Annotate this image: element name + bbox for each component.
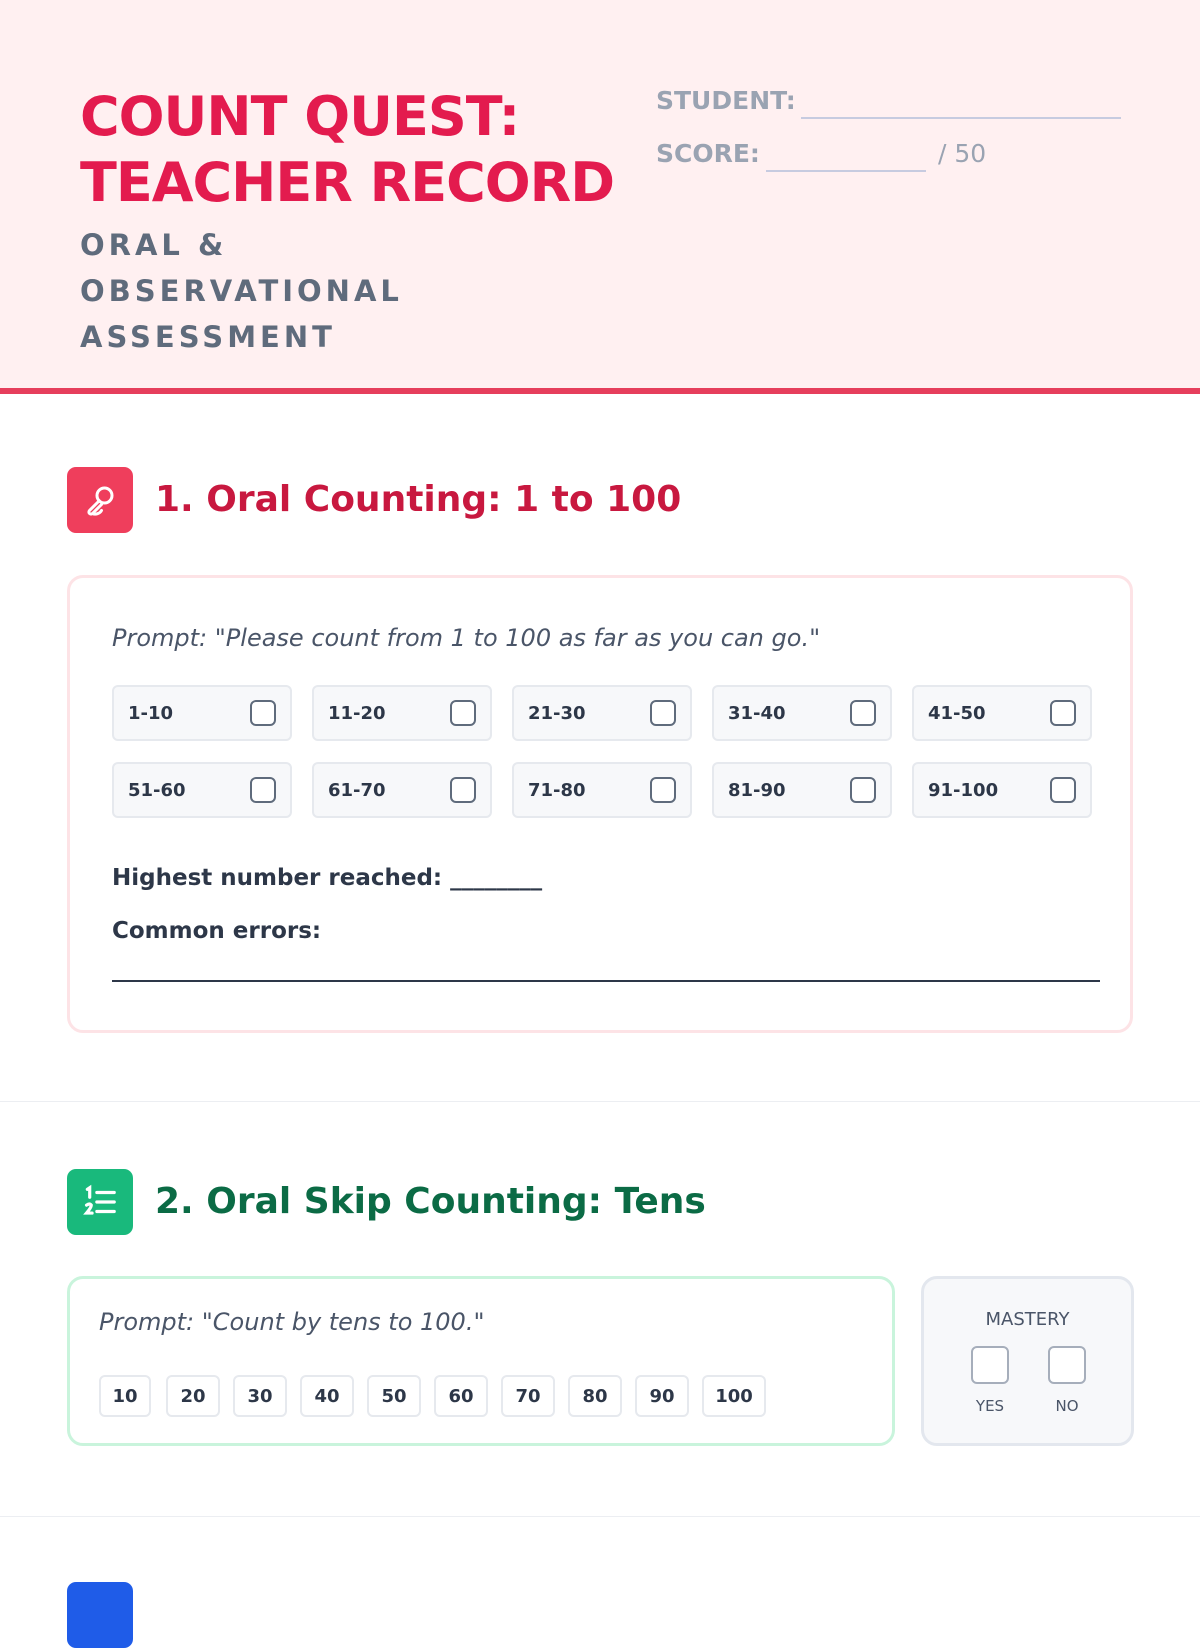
mastery-no-checkbox[interactable]	[1048, 1346, 1086, 1384]
range-checkbox[interactable]	[850, 777, 876, 803]
tens-item[interactable]: 70	[501, 1375, 555, 1417]
tens-item[interactable]: 90	[635, 1375, 689, 1417]
section-2-prompt: Prompt: "Count by tens to 100."	[99, 1308, 485, 1336]
tens-item[interactable]: 50	[367, 1375, 421, 1417]
title-line-2: TEACHER RECORD	[80, 151, 615, 214]
range-label: 41-50	[928, 703, 986, 724]
mastery-no-label: NO	[1055, 1397, 1079, 1415]
student-label: STUDENT:	[656, 86, 796, 115]
range-checkbox[interactable]	[250, 700, 276, 726]
range-item[interactable]	[312, 685, 492, 741]
range-checkbox[interactable]	[450, 777, 476, 803]
range-label: 31-40	[728, 703, 786, 724]
student-name-field[interactable]	[801, 117, 1121, 119]
range-checkbox[interactable]	[1050, 700, 1076, 726]
tens-item[interactable]: 80	[568, 1375, 622, 1417]
highest-number-label: Highest number reached: ________	[112, 865, 543, 891]
section-1-title: 1. Oral Counting: 1 to 100	[155, 479, 682, 520]
worksheet-subtitle	[80, 222, 560, 360]
subtitle-line-2: ASSESSMENT	[80, 320, 336, 354]
range-item[interactable]	[512, 685, 692, 741]
common-errors-label: Common errors:	[112, 918, 322, 944]
tens-item[interactable]: 20	[166, 1375, 220, 1417]
range-item[interactable]	[112, 762, 292, 818]
range-item[interactable]	[112, 685, 292, 741]
mastery-yes-label: YES	[975, 1397, 1005, 1415]
range-label: 71-80	[528, 780, 586, 801]
worksheet-title	[80, 84, 680, 216]
range-label: 81-90	[728, 780, 786, 801]
subtitle-line-1: ORAL & OBSERVATIONAL	[80, 228, 403, 308]
tens-item[interactable]: 30	[233, 1375, 287, 1417]
range-item[interactable]	[712, 685, 892, 741]
score-total: / 50	[938, 139, 987, 168]
worksheet-header	[0, 0, 1200, 394]
range-item[interactable]	[912, 762, 1092, 818]
range-checkbox[interactable]	[850, 700, 876, 726]
mastery-box	[921, 1276, 1134, 1446]
range-label: 11-20	[328, 703, 386, 724]
oral-counting-card	[67, 575, 1133, 1033]
score-label: SCORE:	[656, 139, 760, 168]
mastery-yes-checkbox[interactable]	[971, 1346, 1009, 1384]
numbered-list-icon	[67, 1169, 133, 1235]
range-label: 21-30	[528, 703, 586, 724]
range-checkbox[interactable]	[650, 700, 676, 726]
range-label: 61-70	[328, 780, 386, 801]
range-checkbox[interactable]	[250, 777, 276, 803]
tens-item[interactable]: 40	[300, 1375, 354, 1417]
tens-item[interactable]: 100	[702, 1375, 766, 1417]
range-checkbox[interactable]	[650, 777, 676, 803]
section-divider	[0, 1516, 1200, 1517]
tens-item[interactable]: 60	[434, 1375, 488, 1417]
skip-counting-card	[67, 1276, 895, 1446]
range-label: 51-60	[128, 780, 186, 801]
tens-item[interactable]: 10	[99, 1375, 151, 1417]
title-line-1: COUNT QUEST:	[80, 85, 520, 148]
section-3-icon	[67, 1582, 133, 1648]
range-checkbox[interactable]	[1050, 777, 1076, 803]
range-item[interactable]	[712, 762, 892, 818]
range-checkbox[interactable]	[450, 700, 476, 726]
section-divider	[0, 1101, 1200, 1102]
score-field[interactable]	[766, 170, 926, 172]
mastery-title: MASTERY	[985, 1309, 1070, 1330]
section-2-title: 2. Oral Skip Counting: Tens	[155, 1181, 706, 1222]
common-errors-field[interactable]	[112, 980, 1100, 982]
section-1-prompt: Prompt: "Please count from 1 to 100 as far as you can go."	[112, 624, 821, 652]
range-label: 1-10	[128, 703, 174, 724]
range-item[interactable]	[312, 762, 492, 818]
range-label: 91-100	[928, 780, 999, 801]
range-item[interactable]	[912, 685, 1092, 741]
microphone-icon	[67, 467, 133, 533]
range-item[interactable]	[512, 762, 692, 818]
